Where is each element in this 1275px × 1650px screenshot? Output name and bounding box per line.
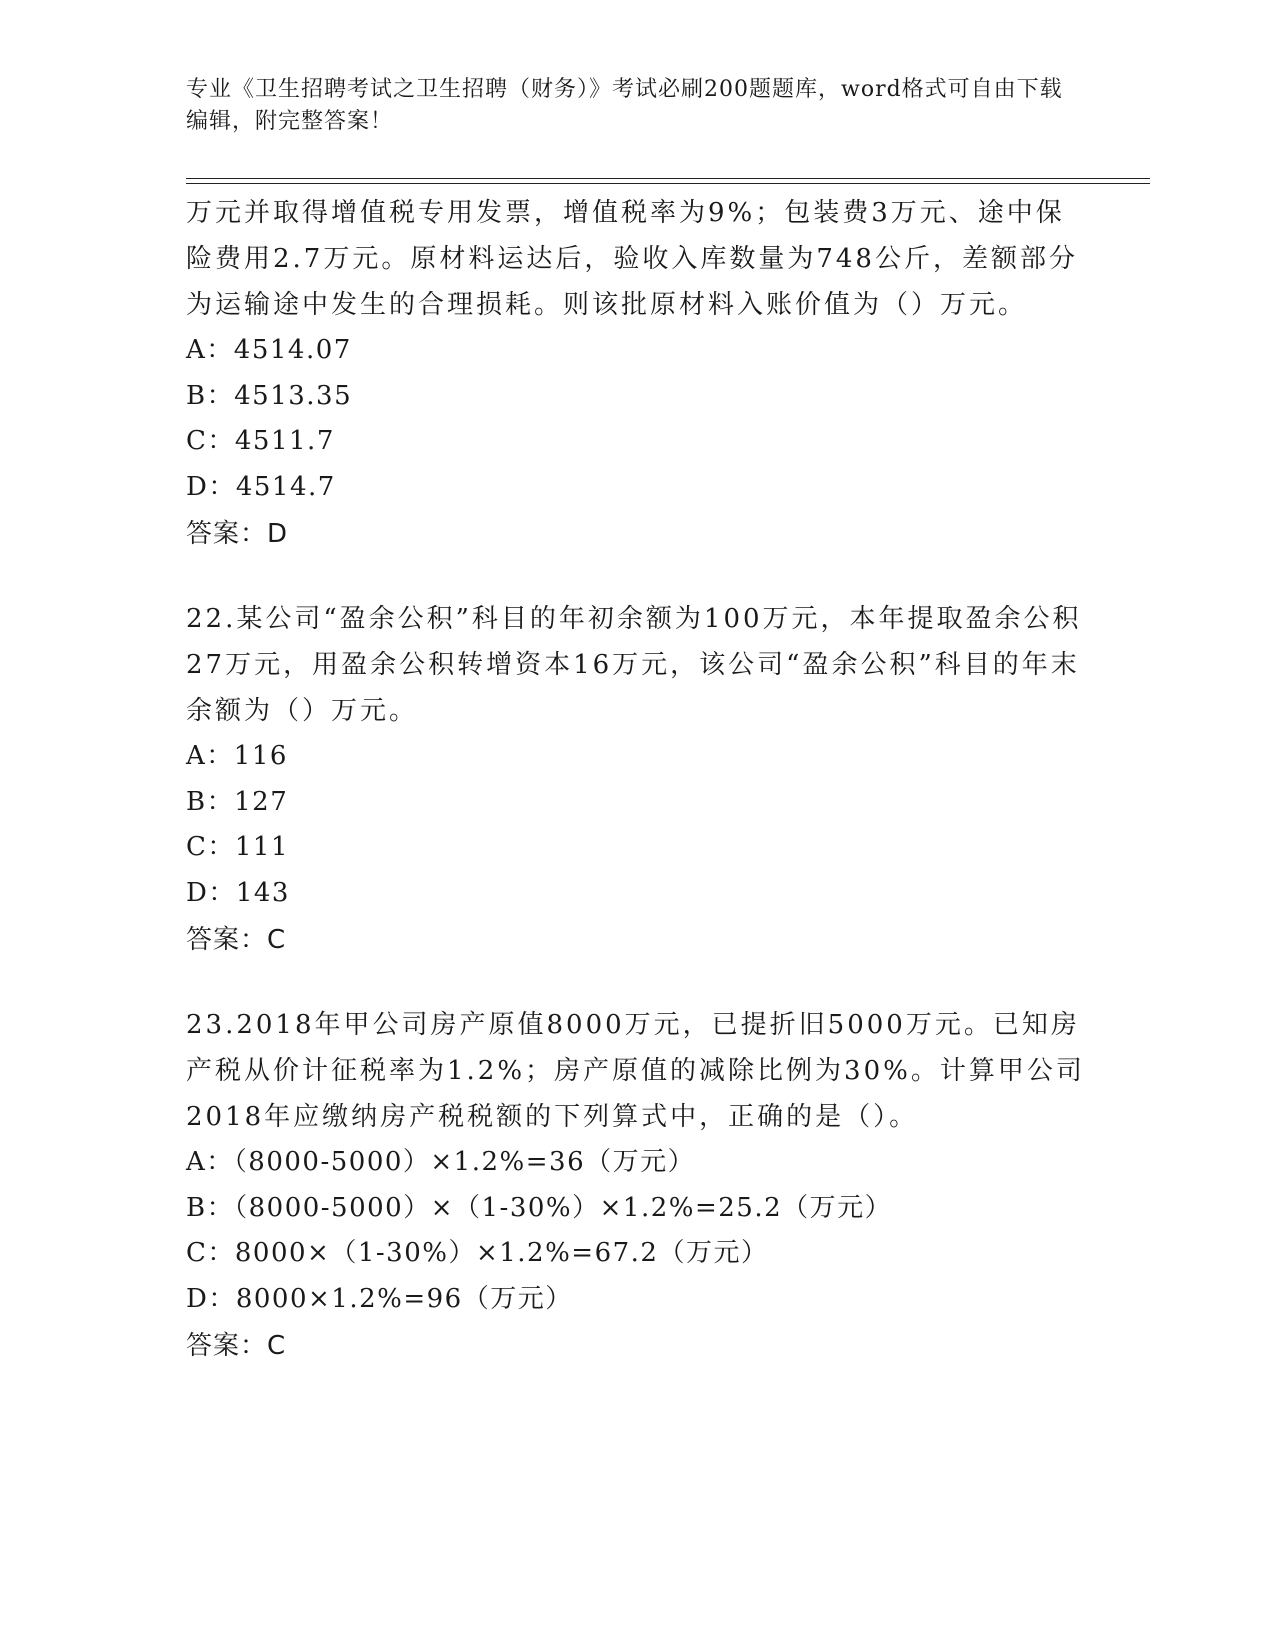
option-a: A：116 <box>186 741 288 771</box>
header-divider-bottom <box>186 183 1150 184</box>
option-a: A：（8000-5000）×1.2%=36（万元） <box>186 1147 696 1177</box>
option-b: B：（8000-5000）×（1-30%）×1.2%=25.2（万元） <box>186 1192 893 1223</box>
answer: 答案：C <box>186 1331 287 1361</box>
option-c: C：8000×（1-30%）×1.2%=67.2（万元） <box>186 1238 769 1268</box>
option-c: C：4511.7 <box>186 426 335 456</box>
question-21 <box>186 190 1086 558</box>
option-d: D：4514.7 <box>186 471 336 502</box>
option-d: D：8000×1.2%=96（万元） <box>186 1283 573 1314</box>
question-23 <box>186 1002 1086 1370</box>
option-d: D：143 <box>186 877 290 908</box>
answer: 答案：D <box>186 519 289 549</box>
question-stem: 23.2018年甲公司房产原值8000万元，已提折旧5000万元。已知房产税从价计征税率为1.2%；房产原值的减除比例为30%。计算甲公司2018年应缴纳房产税税额的下列算式中，正确的是（）。 <box>186 1010 1085 1132</box>
option-b: B：4513.35 <box>186 380 353 411</box>
answer: 答案：C <box>186 925 287 955</box>
option-b: B：127 <box>186 786 289 817</box>
question-stem: 万元并取得增值税专用发票，增值税率为9%；包装费3万元、途中保险费用2.7万元。原材料运达后，验收入库数量为748公斤，差额部分为运输途中发生的合理损耗。则该批原材料入账价值为（）万元。 <box>186 198 1078 320</box>
question-stem: 22.某公司“盈余公积”科目的年初余额为100万元，本年提取盈余公积27万元，用盈余公积转增资本16万元，该公司“盈余公积”科目的年末余额为（）万元。 <box>186 604 1082 726</box>
option-c: C：111 <box>186 832 290 862</box>
option-a: A：4514.07 <box>186 335 352 365</box>
question-22 <box>186 596 1086 964</box>
document-header: 专业《卫生招聘考试之卫生招聘（财务）》考试必刷200题题库，word格式可自由下载编辑，附完整答案！ <box>186 77 1063 134</box>
header-divider-top <box>186 178 1150 179</box>
question-list <box>186 190 1086 1370</box>
